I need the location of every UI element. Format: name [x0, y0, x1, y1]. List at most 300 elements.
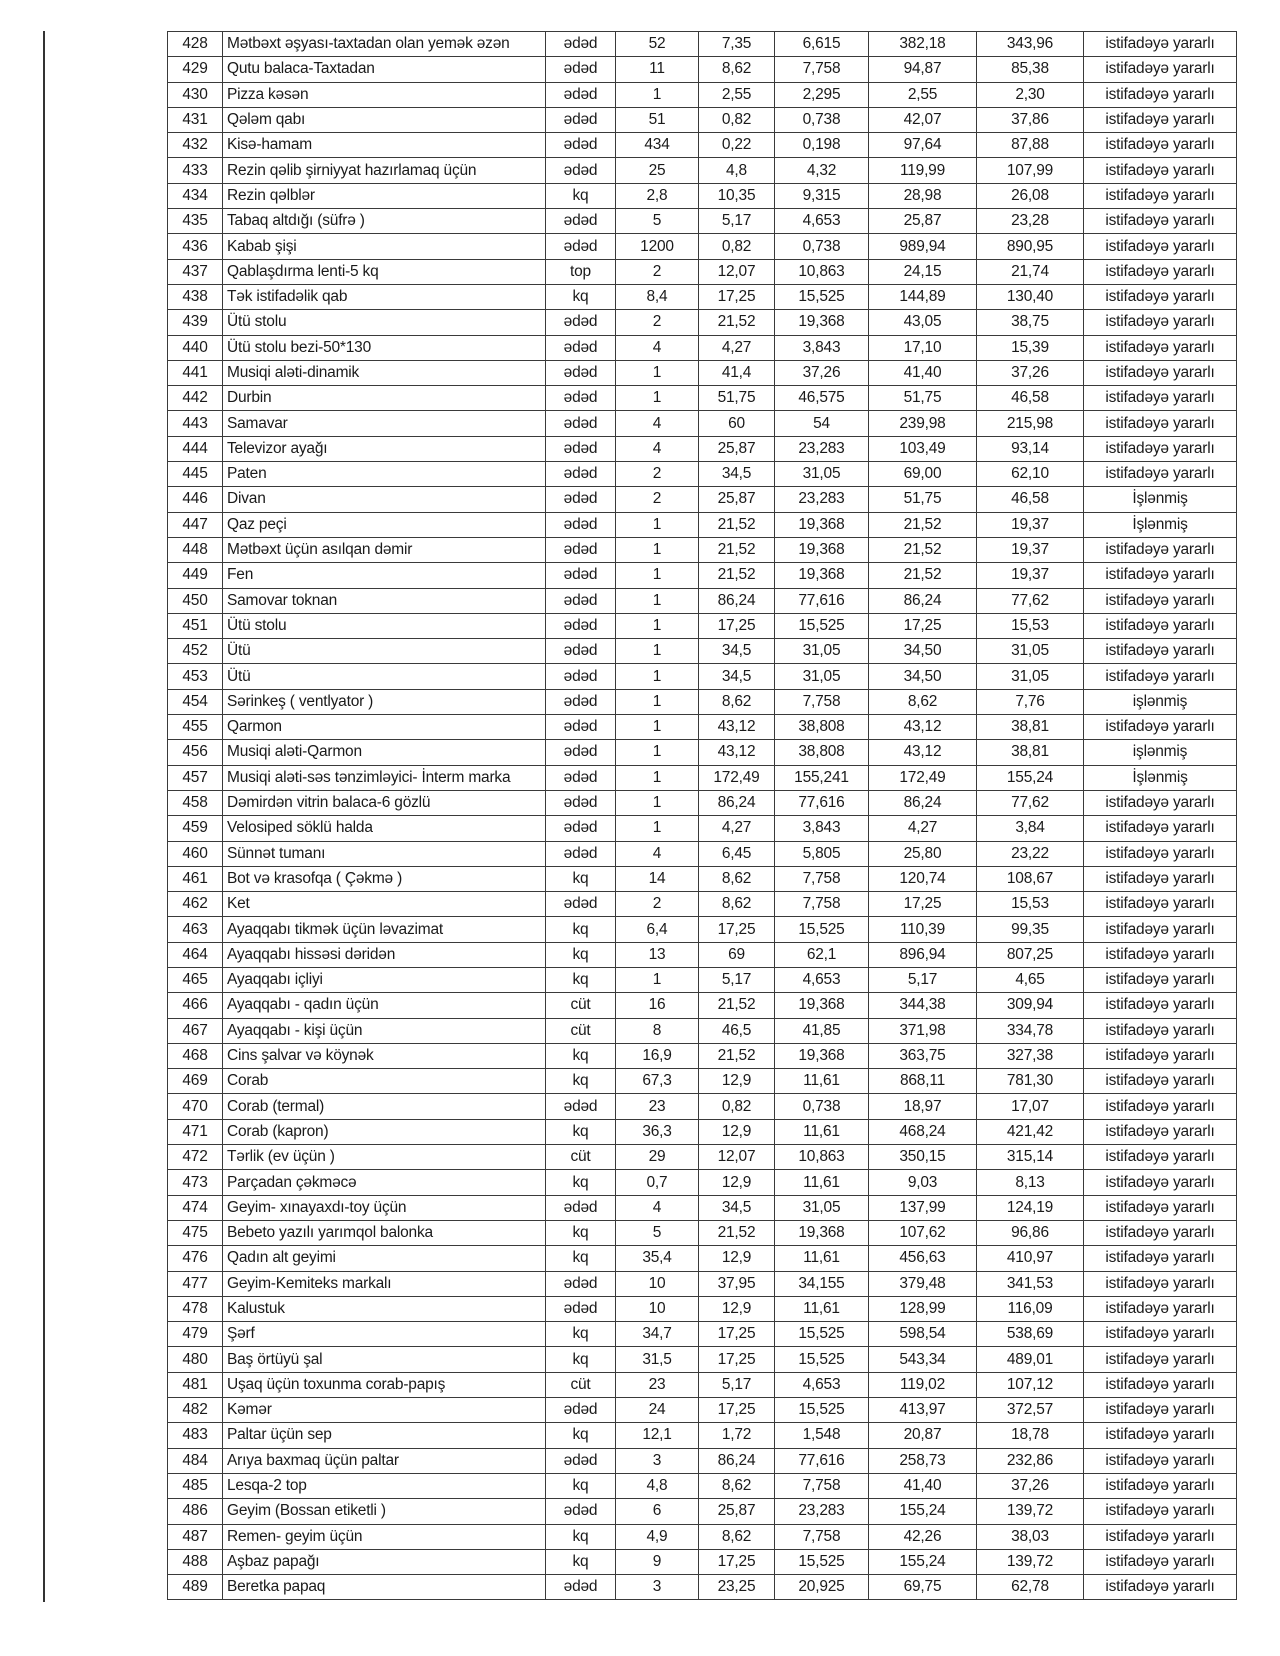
quantity: 1	[616, 512, 699, 537]
row-number: 476	[168, 1246, 223, 1271]
unit: ədəd	[546, 234, 616, 259]
table-row	[168, 158, 1237, 183]
unit-price: 5,17	[699, 967, 775, 992]
quantity: 1	[616, 765, 699, 790]
unit-price: 21,52	[699, 1220, 775, 1245]
row-number: 432	[168, 133, 223, 158]
total-amount-net: 38,81	[977, 715, 1084, 740]
quantity: 24	[616, 1398, 699, 1423]
total-amount: 119,99	[869, 158, 977, 183]
table-row	[168, 1473, 1237, 1498]
table-row	[168, 1018, 1237, 1043]
item-name: Baş örtüyü şal	[223, 1347, 546, 1372]
total-amount: 25,87	[869, 209, 977, 234]
unit-price-net: 5,805	[775, 841, 869, 866]
unit: kq	[546, 1119, 616, 1144]
unit-price: 7,35	[699, 32, 775, 57]
total-amount: 41,40	[869, 1473, 977, 1498]
condition-status: istifadəyə yararlı	[1084, 1119, 1237, 1144]
total-amount: 17,10	[869, 335, 977, 360]
unit-price: 69	[699, 942, 775, 967]
quantity: 10	[616, 1296, 699, 1321]
total-amount: 17,25	[869, 613, 977, 638]
quantity: 434	[616, 133, 699, 158]
condition-status: istifadəyə yararlı	[1084, 1069, 1237, 1094]
item-name: Durbin	[223, 386, 546, 411]
total-amount: 42,07	[869, 107, 977, 132]
condition-status: işlənmiş	[1084, 689, 1237, 714]
table-row	[168, 689, 1237, 714]
unit: ədəd	[546, 816, 616, 841]
table-row	[168, 740, 1237, 765]
quantity: 4	[616, 841, 699, 866]
row-number: 445	[168, 462, 223, 487]
table-row	[168, 82, 1237, 107]
unit: ədəd	[546, 487, 616, 512]
table-row	[168, 512, 1237, 537]
total-amount: 103,49	[869, 436, 977, 461]
quantity: 1	[616, 537, 699, 562]
unit: ədəd	[546, 1195, 616, 1220]
unit-price-net: 19,368	[775, 1043, 869, 1068]
condition-status: istifadəyə yararlı	[1084, 183, 1237, 208]
condition-status: istifadəyə yararlı	[1084, 462, 1237, 487]
quantity: 1	[616, 740, 699, 765]
unit-price-net: 4,32	[775, 158, 869, 183]
item-name: Cins şalvar və köynək	[223, 1043, 546, 1068]
condition-status: istifadəyə yararlı	[1084, 1145, 1237, 1170]
table-row	[168, 1499, 1237, 1524]
unit: ədəd	[546, 209, 616, 234]
item-name: Paten	[223, 462, 546, 487]
condition-status: istifadəyə yararlı	[1084, 360, 1237, 385]
unit-price: 23,25	[699, 1575, 775, 1600]
quantity: 8	[616, 1018, 699, 1043]
unit: ədəd	[546, 1575, 616, 1600]
total-amount: 69,75	[869, 1575, 977, 1600]
unit-price: 34,5	[699, 1195, 775, 1220]
unit: ədəd	[546, 588, 616, 613]
quantity: 1	[616, 639, 699, 664]
unit-price-net: 15,525	[775, 1347, 869, 1372]
item-name: Kəmər	[223, 1398, 546, 1423]
total-amount: 137,99	[869, 1195, 977, 1220]
quantity: 1	[616, 689, 699, 714]
table-row	[168, 993, 1237, 1018]
unit-price-net: 11,61	[775, 1246, 869, 1271]
table-row	[168, 1271, 1237, 1296]
total-amount: 989,94	[869, 234, 977, 259]
total-amount: 155,24	[869, 1499, 977, 1524]
unit-price-net: 11,61	[775, 1069, 869, 1094]
unit-price: 21,52	[699, 993, 775, 1018]
total-amount: 371,98	[869, 1018, 977, 1043]
quantity: 1	[616, 967, 699, 992]
total-amount-net: 23,22	[977, 841, 1084, 866]
unit-price: 0,22	[699, 133, 775, 158]
row-number: 450	[168, 588, 223, 613]
unit: ədəd	[546, 1398, 616, 1423]
unit: ədəd	[546, 310, 616, 335]
table-row	[168, 209, 1237, 234]
item-name: Kabab şişi	[223, 234, 546, 259]
quantity: 9	[616, 1549, 699, 1574]
unit-price: 10,35	[699, 183, 775, 208]
item-name: Qaz peçi	[223, 512, 546, 537]
unit-price-net: 11,61	[775, 1296, 869, 1321]
unit: kq	[546, 1246, 616, 1271]
row-number: 439	[168, 310, 223, 335]
row-number: 474	[168, 1195, 223, 1220]
total-amount-net: 343,96	[977, 32, 1084, 57]
unit-price-net: 11,61	[775, 1170, 869, 1195]
item-name: Geyim (Bossan etiketli )	[223, 1499, 546, 1524]
total-amount-net: 21,74	[977, 259, 1084, 284]
total-amount-net: 489,01	[977, 1347, 1084, 1372]
total-amount-net: 107,99	[977, 158, 1084, 183]
unit-price: 17,25	[699, 1398, 775, 1423]
unit-price: 25,87	[699, 487, 775, 512]
unit-price-net: 7,758	[775, 1524, 869, 1549]
unit-price: 86,24	[699, 790, 775, 815]
total-amount: 21,52	[869, 512, 977, 537]
table-row	[168, 57, 1237, 82]
total-amount: 868,11	[869, 1069, 977, 1094]
unit-price-net: 31,05	[775, 1195, 869, 1220]
row-number: 472	[168, 1145, 223, 1170]
row-number: 482	[168, 1398, 223, 1423]
unit: kq	[546, 967, 616, 992]
quantity: 14	[616, 866, 699, 891]
quantity: 2	[616, 462, 699, 487]
total-amount: 41,40	[869, 360, 977, 385]
total-amount-net: 107,12	[977, 1372, 1084, 1397]
row-number: 484	[168, 1448, 223, 1473]
row-number: 460	[168, 841, 223, 866]
condition-status: istifadəyə yararlı	[1084, 866, 1237, 891]
quantity: 2,8	[616, 183, 699, 208]
row-number: 463	[168, 917, 223, 942]
condition-status: istifadəyə yararlı	[1084, 1043, 1237, 1068]
table-row	[168, 1448, 1237, 1473]
item-name: Lesqa-2 top	[223, 1473, 546, 1498]
quantity: 4	[616, 1195, 699, 1220]
quantity: 2	[616, 892, 699, 917]
condition-status: istifadəyə yararlı	[1084, 790, 1237, 815]
unit-price-net: 7,758	[775, 892, 869, 917]
unit-price: 12,9	[699, 1119, 775, 1144]
unit: ədəd	[546, 689, 616, 714]
total-amount: 119,02	[869, 1372, 977, 1397]
unit-price-net: 41,85	[775, 1018, 869, 1043]
unit-price-net: 38,808	[775, 740, 869, 765]
quantity: 1	[616, 664, 699, 689]
unit-price-net: 11,61	[775, 1119, 869, 1144]
table-row	[168, 436, 1237, 461]
item-name: Geyim-Kemiteks markalı	[223, 1271, 546, 1296]
condition-status: istifadəyə yararlı	[1084, 1423, 1237, 1448]
total-amount-net: 31,05	[977, 664, 1084, 689]
row-number: 444	[168, 436, 223, 461]
total-amount: 20,87	[869, 1423, 977, 1448]
quantity: 52	[616, 32, 699, 57]
unit-price: 17,25	[699, 1322, 775, 1347]
item-name: Ütü	[223, 664, 546, 689]
condition-status: istifadəyə yararlı	[1084, 1322, 1237, 1347]
row-number: 433	[168, 158, 223, 183]
unit: ədəd	[546, 32, 616, 57]
unit-price-net: 3,843	[775, 335, 869, 360]
row-number: 455	[168, 715, 223, 740]
unit-price: 17,25	[699, 1347, 775, 1372]
condition-status: istifadəyə yararlı	[1084, 1347, 1237, 1372]
total-amount-net: 62,78	[977, 1575, 1084, 1600]
quantity: 34,7	[616, 1322, 699, 1347]
total-amount: 9,03	[869, 1170, 977, 1195]
unit-price: 8,62	[699, 866, 775, 891]
unit: ədəd	[546, 1448, 616, 1473]
item-name: Şərf	[223, 1322, 546, 1347]
total-amount: 5,17	[869, 967, 977, 992]
unit: ədəd	[546, 1271, 616, 1296]
row-number: 435	[168, 209, 223, 234]
condition-status: istifadəyə yararlı	[1084, 1398, 1237, 1423]
total-amount: 598,54	[869, 1322, 977, 1347]
unit-price: 5,17	[699, 1372, 775, 1397]
inventory-table	[167, 31, 1237, 1600]
quantity: 1	[616, 715, 699, 740]
quantity: 35,4	[616, 1246, 699, 1271]
total-amount: 144,89	[869, 284, 977, 309]
total-amount-net: 139,72	[977, 1499, 1084, 1524]
table-row	[168, 1145, 1237, 1170]
item-name: Mətbəxt üçün asılqan dəmir	[223, 537, 546, 562]
unit-price: 0,82	[699, 107, 775, 132]
unit: ədəd	[546, 892, 616, 917]
condition-status: istifadəyə yararlı	[1084, 1246, 1237, 1271]
condition-status: istifadəyə yararlı	[1084, 335, 1237, 360]
condition-status: İşlənmiş	[1084, 765, 1237, 790]
unit-price: 34,5	[699, 639, 775, 664]
row-number: 454	[168, 689, 223, 714]
unit-price: 2,55	[699, 82, 775, 107]
condition-status: istifadəyə yararlı	[1084, 892, 1237, 917]
total-amount-net: 77,62	[977, 790, 1084, 815]
row-number: 469	[168, 1069, 223, 1094]
table-row	[168, 386, 1237, 411]
unit-price: 6,45	[699, 841, 775, 866]
row-number: 456	[168, 740, 223, 765]
row-number: 457	[168, 765, 223, 790]
condition-status: istifadəyə yararlı	[1084, 1549, 1237, 1574]
quantity: 16,9	[616, 1043, 699, 1068]
unit-price: 86,24	[699, 1448, 775, 1473]
condition-status: İşlənmiş	[1084, 512, 1237, 537]
condition-status: istifadəyə yararlı	[1084, 563, 1237, 588]
quantity: 3	[616, 1448, 699, 1473]
total-amount-net: 19,37	[977, 537, 1084, 562]
total-amount: 172,49	[869, 765, 977, 790]
total-amount: 43,12	[869, 715, 977, 740]
quantity: 1	[616, 613, 699, 638]
unit: ədəd	[546, 335, 616, 360]
condition-status: istifadəyə yararlı	[1084, 1473, 1237, 1498]
total-amount-net: 2,30	[977, 82, 1084, 107]
table-row	[168, 1220, 1237, 1245]
quantity: 1	[616, 82, 699, 107]
unit-price: 8,62	[699, 892, 775, 917]
unit-price: 51,75	[699, 386, 775, 411]
table-row	[168, 1195, 1237, 1220]
unit-price: 8,62	[699, 1524, 775, 1549]
total-amount-net: 116,09	[977, 1296, 1084, 1321]
row-number: 468	[168, 1043, 223, 1068]
item-name: Pizza kəsən	[223, 82, 546, 107]
table-row	[168, 917, 1237, 942]
unit: kq	[546, 1069, 616, 1094]
item-name: Qutu balaca-Taxtadan	[223, 57, 546, 82]
unit-price-net: 15,525	[775, 1398, 869, 1423]
row-number: 453	[168, 664, 223, 689]
inventory-table-body	[168, 32, 1237, 1600]
row-number: 451	[168, 613, 223, 638]
total-amount: 155,24	[869, 1549, 977, 1574]
table-row	[168, 1549, 1237, 1574]
quantity: 51	[616, 107, 699, 132]
page-margin-rule	[43, 31, 45, 1602]
item-name: Samavar	[223, 411, 546, 436]
total-amount-net: 410,97	[977, 1246, 1084, 1271]
unit-price: 12,07	[699, 1145, 775, 1170]
row-number: 446	[168, 487, 223, 512]
unit-price: 172,49	[699, 765, 775, 790]
item-name: Musiqi aləti-Qarmon	[223, 740, 546, 765]
total-amount: 34,50	[869, 639, 977, 664]
item-name: Sərinkeş ( ventlyator )	[223, 689, 546, 714]
quantity: 16	[616, 993, 699, 1018]
unit-price-net: 19,368	[775, 310, 869, 335]
total-amount-net: 38,75	[977, 310, 1084, 335]
total-amount-net: 77,62	[977, 588, 1084, 613]
quantity: 67,3	[616, 1069, 699, 1094]
quantity: 4	[616, 436, 699, 461]
total-amount-net: 18,78	[977, 1423, 1084, 1448]
unit-price-net: 7,758	[775, 689, 869, 714]
unit-price-net: 19,368	[775, 1220, 869, 1245]
total-amount: 258,73	[869, 1448, 977, 1473]
condition-status: istifadəyə yararlı	[1084, 942, 1237, 967]
total-amount-net: 46,58	[977, 386, 1084, 411]
unit-price-net: 20,925	[775, 1575, 869, 1600]
item-name: Paltar üçün sep	[223, 1423, 546, 1448]
condition-status: istifadəyə yararlı	[1084, 436, 1237, 461]
quantity: 4	[616, 411, 699, 436]
row-number: 481	[168, 1372, 223, 1397]
unit-price: 43,12	[699, 715, 775, 740]
condition-status: istifadəyə yararlı	[1084, 386, 1237, 411]
unit: ədəd	[546, 639, 616, 664]
unit-price: 1,72	[699, 1423, 775, 1448]
total-amount-net: 85,38	[977, 57, 1084, 82]
unit-price: 43,12	[699, 740, 775, 765]
total-amount: 51,75	[869, 487, 977, 512]
unit: ədəd	[546, 790, 616, 815]
item-name: Fen	[223, 563, 546, 588]
total-amount: 128,99	[869, 1296, 977, 1321]
row-number: 485	[168, 1473, 223, 1498]
table-row	[168, 284, 1237, 309]
table-row	[168, 1043, 1237, 1068]
total-amount: 43,05	[869, 310, 977, 335]
quantity: 6	[616, 1499, 699, 1524]
condition-status: istifadəyə yararlı	[1084, 715, 1237, 740]
unit-price-net: 0,738	[775, 1094, 869, 1119]
item-name: Ket	[223, 892, 546, 917]
row-number: 466	[168, 993, 223, 1018]
total-amount-net: 19,37	[977, 512, 1084, 537]
quantity: 12,1	[616, 1423, 699, 1448]
row-number: 447	[168, 512, 223, 537]
quantity: 4,8	[616, 1473, 699, 1498]
total-amount: 24,15	[869, 259, 977, 284]
unit-price: 12,9	[699, 1246, 775, 1271]
table-row	[168, 1094, 1237, 1119]
unit-price: 4,27	[699, 816, 775, 841]
total-amount: 42,26	[869, 1524, 977, 1549]
row-number: 483	[168, 1423, 223, 1448]
unit-price-net: 19,368	[775, 512, 869, 537]
unit: kq	[546, 1524, 616, 1549]
unit-price-net: 37,26	[775, 360, 869, 385]
total-amount-net: 96,86	[977, 1220, 1084, 1245]
item-name: Qablaşdırma lenti-5 kq	[223, 259, 546, 284]
unit: kq	[546, 1473, 616, 1498]
item-name: Ayaqqabı hissəsi dəridən	[223, 942, 546, 967]
unit: kq	[546, 1347, 616, 1372]
unit-price-net: 155,241	[775, 765, 869, 790]
condition-status: istifadəyə yararlı	[1084, 1220, 1237, 1245]
unit: ədəd	[546, 1094, 616, 1119]
item-name: Qələm qabı	[223, 107, 546, 132]
item-name: Remen- geyim üçün	[223, 1524, 546, 1549]
row-number: 475	[168, 1220, 223, 1245]
table-row	[168, 1524, 1237, 1549]
row-number: 488	[168, 1549, 223, 1574]
item-name: Ayaqqabı tikmək üçün ləvazimat	[223, 917, 546, 942]
unit-price-net: 38,808	[775, 715, 869, 740]
table-row	[168, 1296, 1237, 1321]
total-amount-net: 781,30	[977, 1069, 1084, 1094]
total-amount: 86,24	[869, 588, 977, 613]
unit-price: 21,52	[699, 1043, 775, 1068]
total-amount-net: 155,24	[977, 765, 1084, 790]
total-amount: 413,97	[869, 1398, 977, 1423]
condition-status: istifadəyə yararlı	[1084, 664, 1237, 689]
total-amount-net: 26,08	[977, 183, 1084, 208]
unit-price-net: 0,738	[775, 234, 869, 259]
table-row	[168, 866, 1237, 891]
row-number: 478	[168, 1296, 223, 1321]
table-row	[168, 335, 1237, 360]
item-name: Ayaqqabı - qadın üçün	[223, 993, 546, 1018]
unit-price-net: 4,653	[775, 1372, 869, 1397]
condition-status: istifadəyə yararlı	[1084, 1018, 1237, 1043]
row-number: 487	[168, 1524, 223, 1549]
quantity: 2	[616, 487, 699, 512]
row-number: 452	[168, 639, 223, 664]
total-amount-net: 108,67	[977, 866, 1084, 891]
total-amount: 43,12	[869, 740, 977, 765]
